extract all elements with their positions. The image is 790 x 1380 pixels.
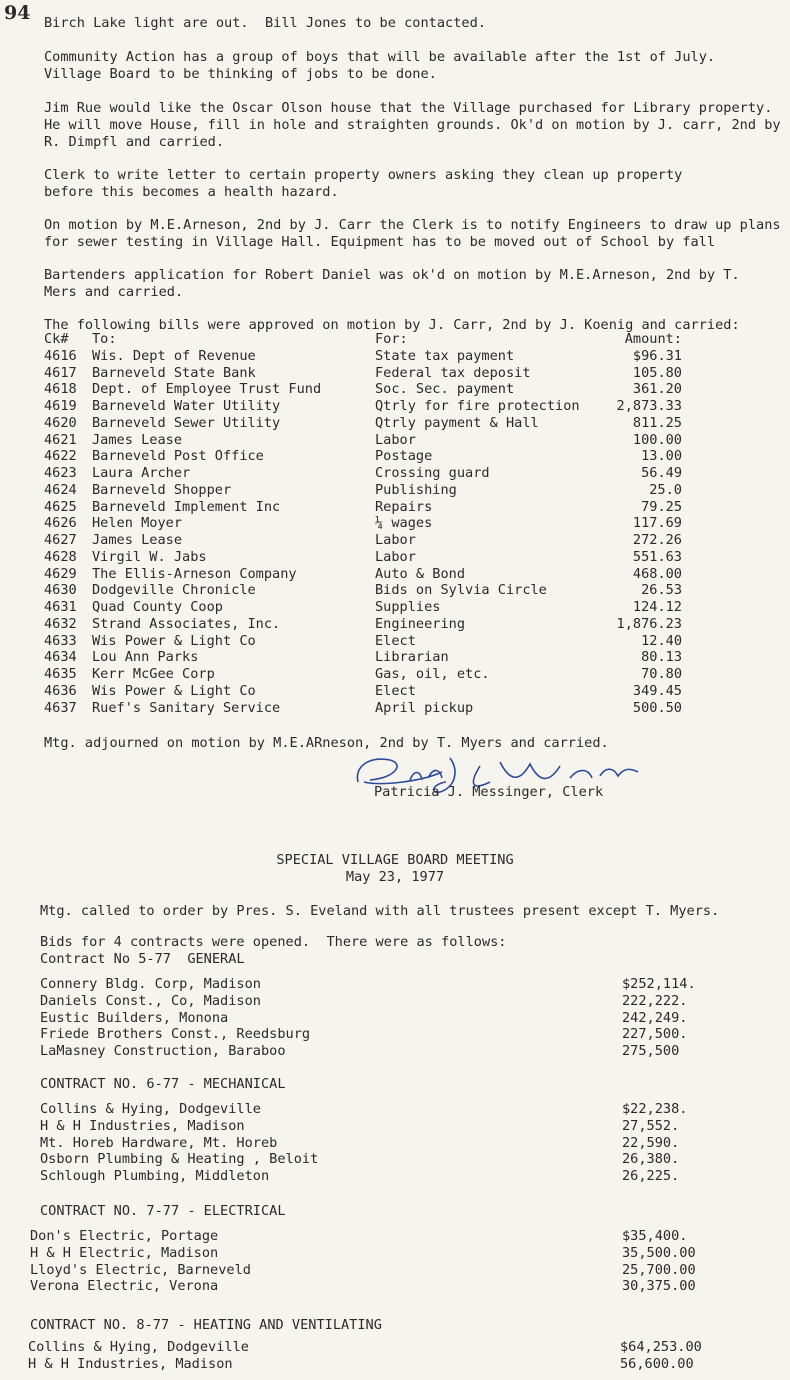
bill-ck: 4635 — [44, 666, 77, 682]
bill-row — [44, 515, 744, 532]
paragraph-clerk-letter: Clerk to write letter to certain property owners asking they clean up property before this becomes a health hazard. — [44, 167, 683, 200]
bill-purpose: Soc. Sec. payment — [375, 381, 515, 398]
bid-amount: $252,114. — [622, 976, 696, 992]
bill-amount: 1,876.23 — [616, 615, 682, 632]
bill-amount: 105.80 — [632, 364, 682, 381]
bill-row — [44, 398, 744, 415]
bill-purpose: Qtrly for fire protection — [375, 398, 580, 414]
bill-payee: Barneveld Post Office — [92, 448, 264, 465]
bidder-name: Collins & Hying, Dodgeville — [28, 1339, 249, 1355]
bid-amount: $64,253.00 — [620, 1339, 702, 1355]
bill-ck: 4616 — [44, 347, 77, 364]
bill-purpose: Gas, oil, etc. — [375, 666, 490, 682]
bid-amount: 35,500.00 — [622, 1244, 696, 1261]
bid-row — [40, 1101, 760, 1118]
bill-payee: Barneveld State Bank — [92, 364, 256, 381]
bill-ck: 4631 — [44, 599, 77, 615]
bill-ck: 4618 — [44, 381, 77, 398]
bill-purpose: Engineering — [375, 615, 466, 632]
paragraph-bartender: Bartenders application for Robert Daniel was ok'd on motion by M.E.Arneson, 2nd by T. Mers and carried. — [44, 267, 740, 300]
bill-ck: 4630 — [44, 582, 77, 599]
bill-amount: 124.12 — [632, 599, 682, 615]
bidder-name: Schlough Plumbing, Middleton — [40, 1168, 270, 1185]
bill-ck: 4628 — [44, 548, 77, 565]
bill-payee: Quad County Coop — [92, 599, 223, 615]
bill-ck: 4633 — [44, 632, 77, 649]
bill-row — [44, 566, 744, 583]
bill-payee: Dodgeville Chronicle — [92, 582, 256, 599]
contract-5-title: Contract No 5-77 GENERAL — [40, 951, 245, 967]
bidder-name: Collins & Hying, Dodgeville — [40, 1101, 261, 1117]
contract-7-title: CONTRACT NO. 7-77 - ELECTRICAL — [40, 1203, 286, 1219]
bill-row — [44, 700, 744, 717]
bill-payee: Lou Ann Parks — [92, 649, 199, 666]
bill-ck: 4617 — [44, 364, 77, 381]
bill-amount: 468.00 — [632, 565, 682, 582]
bid-row — [30, 1278, 770, 1295]
bidder-name: Friede Brothers Const., Reedsburg — [40, 1026, 311, 1043]
bid-row — [40, 976, 760, 993]
bill-amount: 80.13 — [641, 649, 682, 666]
bill-amount: 361.20 — [632, 381, 682, 398]
bill-ck: 4629 — [44, 565, 77, 582]
paragraph-bills-intro: The following bills were approved on motion by J. Carr, 2nd by J. Koenig and carried: — [44, 317, 740, 333]
bid-row — [40, 1118, 760, 1135]
bill-row — [44, 432, 744, 449]
bill-ck: 4624 — [44, 481, 77, 498]
bid-row — [40, 1168, 760, 1185]
bill-amount: 56.49 — [641, 465, 682, 481]
bid-amount: 222,222. — [622, 992, 688, 1009]
bill-payee: Helen Moyer — [92, 515, 183, 532]
bill-payee: Ruef's Sanitary Service — [92, 699, 281, 716]
bill-payee: James Lease — [92, 532, 183, 548]
bid-row — [40, 1043, 760, 1060]
bid-amount: 26,225. — [622, 1168, 680, 1185]
bill-row — [44, 448, 744, 465]
bill-row — [44, 415, 744, 432]
bill-amount: 100.00 — [632, 431, 682, 448]
bill-payee: Barneveld Water Utility — [92, 398, 281, 414]
header-amount: Amount: — [624, 331, 682, 347]
bill-ck: 4627 — [44, 532, 77, 548]
paragraph-sewer-testing: On motion by M.E.Arneson, 2nd by J. Carr the Clerk is to notify Engineers to draw up plans for sewer testing in Village Hall. Equipment has to be moved out of School by fall — [44, 217, 781, 250]
bidder-name: H & H Industries, Madison — [40, 1117, 245, 1134]
bill-payee: Wis Power & Light Co — [92, 682, 256, 699]
bill-payee: Virgil W. Jabs — [92, 548, 207, 565]
bills-table — [44, 331, 744, 716]
bill-payee: Laura Archer — [92, 465, 191, 481]
bill-purpose: State tax payment — [375, 347, 515, 364]
contract-8-title: CONTRACT NO. 8-77 - HEATING AND VENTILATING — [30, 1317, 382, 1333]
bill-ck: 4621 — [44, 431, 77, 448]
bill-amount: 811.25 — [632, 414, 682, 431]
bill-row — [44, 582, 744, 599]
bill-ck: 4636 — [44, 682, 77, 699]
bill-amount: 79.25 — [641, 498, 682, 515]
bill-row — [44, 666, 744, 683]
bill-row — [44, 616, 744, 633]
bill-payee: James Lease — [92, 431, 183, 448]
special-meeting-title: SPECIAL VILLAGE BOARD MEETING — [276, 852, 514, 868]
bill-purpose: Bids on Sylvia Circle — [375, 582, 547, 599]
bid-row — [40, 1135, 760, 1152]
bill-row — [44, 482, 744, 499]
bill-ck: 4634 — [44, 649, 77, 666]
bill-payee: Strand Associates, Inc. — [92, 615, 281, 632]
bill-row — [44, 683, 744, 700]
bill-payee: Barneveld Sewer Utility — [92, 414, 281, 431]
bid-row — [28, 1339, 768, 1356]
bill-ck: 4622 — [44, 448, 77, 465]
bill-row — [44, 499, 744, 516]
bill-ck: 4637 — [44, 699, 77, 716]
bid-row — [28, 1356, 768, 1373]
bill-purpose: Postage — [375, 448, 433, 465]
bill-purpose: Elect — [375, 682, 416, 699]
bidder-name: LaMasney Construction, Baraboo — [40, 1043, 286, 1060]
bill-purpose: Supplies — [375, 599, 441, 615]
bid-amount: 30,375.00 — [622, 1278, 696, 1295]
bill-row — [44, 365, 744, 382]
bid-row — [40, 1026, 760, 1043]
bidder-name: Osborn Plumbing & Heating , Beloit — [40, 1151, 319, 1168]
bills-header-row — [44, 331, 744, 348]
bid-amount: $35,400. — [622, 1228, 688, 1244]
bill-ck: 4632 — [44, 615, 77, 632]
bill-amount: 349.45 — [632, 682, 682, 699]
bill-amount: 26.53 — [641, 582, 682, 599]
signature — [350, 752, 650, 804]
paragraph-community-action: Community Action has a group of boys that will be available after the 1st of July. Village Board to be thinking of jobs to be done. — [44, 49, 716, 82]
bidder-name: Lloyd's Electric, Barneveld — [30, 1261, 251, 1278]
bill-ck: 4620 — [44, 414, 77, 431]
bill-purpose: April pickup — [375, 699, 474, 716]
bill-amount: 117.69 — [632, 515, 682, 532]
bill-row — [44, 599, 744, 616]
bill-purpose: Auto & Bond — [375, 565, 466, 582]
header-for: For: — [375, 331, 408, 347]
bid-row — [40, 993, 760, 1010]
bill-purpose: Labor — [375, 548, 416, 565]
contract-6-title: CONTRACT NO. 6-77 - MECHANICAL — [40, 1076, 286, 1092]
bill-payee: Kerr McGee Corp — [92, 666, 215, 682]
contract-8-bids — [28, 1339, 768, 1373]
bid-amount: 22,590. — [622, 1134, 680, 1151]
bill-payee: Barneveld Implement Inc — [92, 498, 281, 515]
bidder-name: Daniels Const., Co, Madison — [40, 992, 261, 1009]
bidder-name: H & H Electric, Madison — [30, 1244, 219, 1261]
bid-row — [30, 1228, 770, 1245]
bill-amount: 13.00 — [641, 448, 682, 465]
contract-6-bids — [40, 1101, 760, 1185]
bill-amount: 500.50 — [632, 699, 682, 716]
bill-purpose: Librarian — [375, 649, 449, 666]
bill-amount: $96.31 — [632, 347, 682, 364]
bill-payee: Dept. of Employee Trust Fund — [92, 381, 322, 398]
bill-ck: 4626 — [44, 515, 77, 532]
bids-intro: Bids for 4 contracts were opened. There were as follows: — [40, 934, 507, 950]
page-number: 94 — [4, 2, 31, 24]
bid-amount: 25,700.00 — [622, 1261, 696, 1278]
bid-amount: 26,380. — [622, 1151, 680, 1168]
bidder-name: Connery Bldg. Corp, Madison — [40, 976, 261, 992]
bid-row — [40, 1151, 760, 1168]
bid-row — [30, 1245, 770, 1262]
bill-row — [44, 649, 744, 666]
bill-amount: 272.26 — [632, 532, 682, 548]
contract-7-bids — [30, 1228, 770, 1295]
bid-amount: 227,500. — [622, 1026, 688, 1043]
bill-purpose: Repairs — [375, 498, 433, 515]
bill-row — [44, 549, 744, 566]
bid-amount: 27,552. — [622, 1117, 680, 1134]
paragraph-birch-lake: Birch Lake light are out. Bill Jones to be contacted. — [44, 15, 486, 31]
signature-typed: Patricia J. Messinger, Clerk — [374, 784, 604, 800]
bill-row — [44, 348, 744, 365]
bill-row — [44, 532, 744, 549]
bill-purpose: Qtrly payment & Hall — [375, 414, 539, 431]
bill-payee: Wis. Dept of Revenue — [92, 347, 256, 364]
bill-row — [44, 633, 744, 650]
bill-row — [44, 465, 744, 482]
bill-payee: The Ellis-Arneson Company — [92, 565, 297, 582]
bid-row — [40, 1010, 760, 1027]
bill-purpose: Federal tax deposit — [375, 364, 531, 381]
bill-amount: 2,873.33 — [616, 398, 682, 414]
bill-row — [44, 381, 744, 398]
bill-purpose: Crossing guard — [375, 465, 490, 481]
bid-amount: 275,500 — [622, 1043, 680, 1060]
bidder-name: H & H Industries, Madison — [28, 1355, 233, 1372]
bidder-name: Mt. Horeb Hardware, Mt. Horeb — [40, 1134, 278, 1151]
bill-payee: Wis Power & Light Co — [92, 632, 256, 649]
bill-amount: 551.63 — [632, 548, 682, 565]
bill-purpose: Labor — [375, 431, 416, 448]
bidder-name: Don's Electric, Portage — [30, 1228, 219, 1244]
header-to: To: — [92, 331, 117, 347]
header-ck: Ck# — [44, 331, 69, 347]
bill-amount: 25.0 — [649, 481, 682, 498]
called-to-order: Mtg. called to order by Pres. S. Eveland with all trustees present except T. Myers. — [40, 903, 720, 919]
special-meeting-date: May 23, 1977 — [345, 869, 445, 885]
bidder-name: Verona Electric, Verona — [30, 1278, 219, 1295]
bill-ck: 4619 — [44, 398, 77, 414]
bid-amount: 242,249. — [622, 1009, 688, 1026]
bill-purpose: Publishing — [375, 481, 457, 498]
bill-ck: 4623 — [44, 465, 77, 481]
bid-amount: 56,600.00 — [620, 1355, 694, 1372]
bill-payee: Barneveld Shopper — [92, 481, 232, 498]
bill-amount: 70.80 — [641, 666, 682, 682]
adjourned-text: Mtg. adjourned on motion by M.E.ARneson, 2nd by T. Myers and carried. — [44, 735, 609, 751]
bill-purpose: Labor — [375, 532, 416, 548]
bill-purpose: ¼ wages — [375, 515, 433, 532]
bill-amount: 12.40 — [641, 632, 682, 649]
bid-row — [30, 1262, 770, 1279]
bid-amount: $22,238. — [622, 1101, 688, 1117]
bill-ck: 4625 — [44, 498, 77, 515]
bidder-name: Eustic Builders, Monona — [40, 1009, 229, 1026]
contract-5-bids — [40, 976, 760, 1060]
paragraph-jim-rue: Jim Rue would like the Oscar Olson house that the Village purchased for Library property. He will move House, fill in hole and straighten grounds. Ok'd on motion by J. carr, 2nd by R. Dimpfl and carried. — [44, 100, 781, 150]
bill-purpose: Elect — [375, 632, 416, 649]
